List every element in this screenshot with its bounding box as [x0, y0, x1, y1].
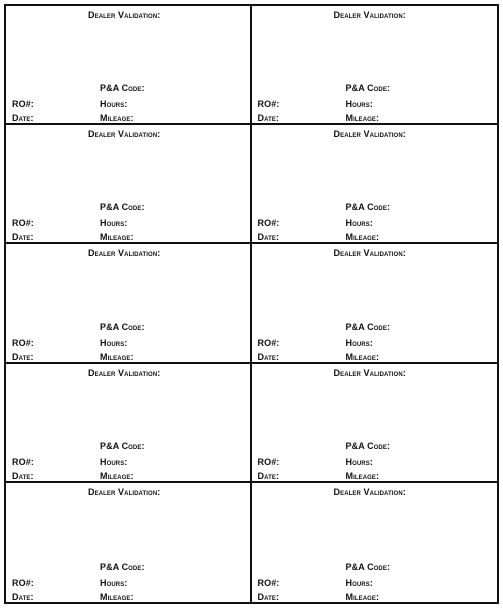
- validation-block: [252, 364, 498, 483]
- date-label: Date:: [257, 232, 280, 243]
- validation-block: [6, 364, 252, 483]
- pa-code-label: P&A Code:: [100, 83, 145, 94]
- hours-label: Hours:: [345, 218, 373, 229]
- dealer-validation-label: Dealer Validation:: [88, 248, 161, 259]
- hours-label: Hours:: [100, 577, 128, 588]
- validation-block: [6, 483, 252, 602]
- validation-block: [252, 6, 498, 125]
- validation-card-sheet: [4, 4, 499, 604]
- ro-number-label: RO#:: [257, 337, 280, 348]
- hours-label: Hours:: [345, 577, 373, 588]
- pa-code-label: P&A Code:: [345, 83, 391, 94]
- pa-code-label: P&A Code:: [100, 202, 145, 213]
- ro-number-label: RO#:: [12, 456, 34, 467]
- date-label: Date:: [257, 470, 280, 481]
- date-label: Date:: [12, 591, 34, 602]
- mileage-label: Mileage:: [345, 232, 380, 243]
- mileage-label: Mileage:: [100, 113, 134, 124]
- mileage-label: Mileage:: [345, 470, 380, 481]
- hours-label: Hours:: [345, 99, 373, 110]
- date-label: Date:: [12, 351, 34, 362]
- mileage-label: Mileage:: [100, 351, 134, 362]
- dealer-validation-label: Dealer Validation:: [88, 10, 161, 20]
- hours-label: Hours:: [100, 337, 128, 348]
- date-label: Date:: [257, 351, 280, 362]
- hours-label: Hours:: [345, 337, 373, 348]
- mileage-label: Mileage:: [345, 591, 380, 602]
- validation-block: [6, 6, 252, 125]
- hours-label: Hours:: [100, 218, 128, 229]
- mileage-label: Mileage:: [100, 591, 134, 602]
- pa-code-label: P&A Code:: [100, 561, 145, 572]
- mileage-label: Mileage:: [100, 470, 134, 481]
- validation-block: [252, 483, 498, 602]
- validation-block: [6, 125, 252, 244]
- mileage-label: Mileage:: [345, 351, 380, 362]
- dealer-validation-label: Dealer Validation:: [333, 10, 406, 20]
- hours-label: Hours:: [100, 456, 128, 467]
- date-label: Date:: [257, 591, 280, 602]
- pa-code-label: P&A Code:: [345, 440, 391, 451]
- date-label: Date:: [12, 113, 34, 124]
- ro-number-label: RO#:: [257, 577, 280, 588]
- date-label: Date:: [257, 113, 280, 124]
- date-label: Date:: [12, 470, 34, 481]
- mileage-label: Mileage:: [100, 232, 134, 243]
- ro-number-label: RO#:: [257, 456, 280, 467]
- validation-block: [252, 125, 498, 244]
- dealer-validation-label: Dealer Validation:: [88, 486, 161, 497]
- pa-code-label: P&A Code:: [345, 321, 391, 332]
- pa-code-label: P&A Code:: [100, 440, 145, 451]
- validation-block: [252, 244, 498, 363]
- ro-number-label: RO#:: [12, 99, 34, 110]
- dealer-validation-label: Dealer Validation:: [88, 129, 161, 140]
- ro-number-label: RO#:: [257, 218, 280, 229]
- dealer-validation-label: Dealer Validation:: [333, 129, 406, 140]
- dealer-validation-label: Dealer Validation:: [333, 486, 406, 497]
- date-label: Date:: [12, 232, 34, 243]
- ro-number-label: RO#:: [257, 99, 280, 110]
- pa-code-label: P&A Code:: [345, 202, 391, 213]
- hours-label: Hours:: [345, 456, 373, 467]
- dealer-validation-label: Dealer Validation:: [88, 367, 161, 378]
- pa-code-label: P&A Code:: [345, 561, 391, 572]
- dealer-validation-label: Dealer Validation:: [333, 367, 406, 378]
- ro-number-label: RO#:: [12, 218, 34, 229]
- hours-label: Hours:: [100, 99, 128, 110]
- mileage-label: Mileage:: [345, 113, 380, 124]
- dealer-validation-label: Dealer Validation:: [333, 248, 406, 259]
- pa-code-label: P&A Code:: [100, 321, 145, 332]
- validation-block: [6, 244, 252, 363]
- ro-number-label: RO#:: [12, 337, 34, 348]
- ro-number-label: RO#:: [12, 577, 34, 588]
